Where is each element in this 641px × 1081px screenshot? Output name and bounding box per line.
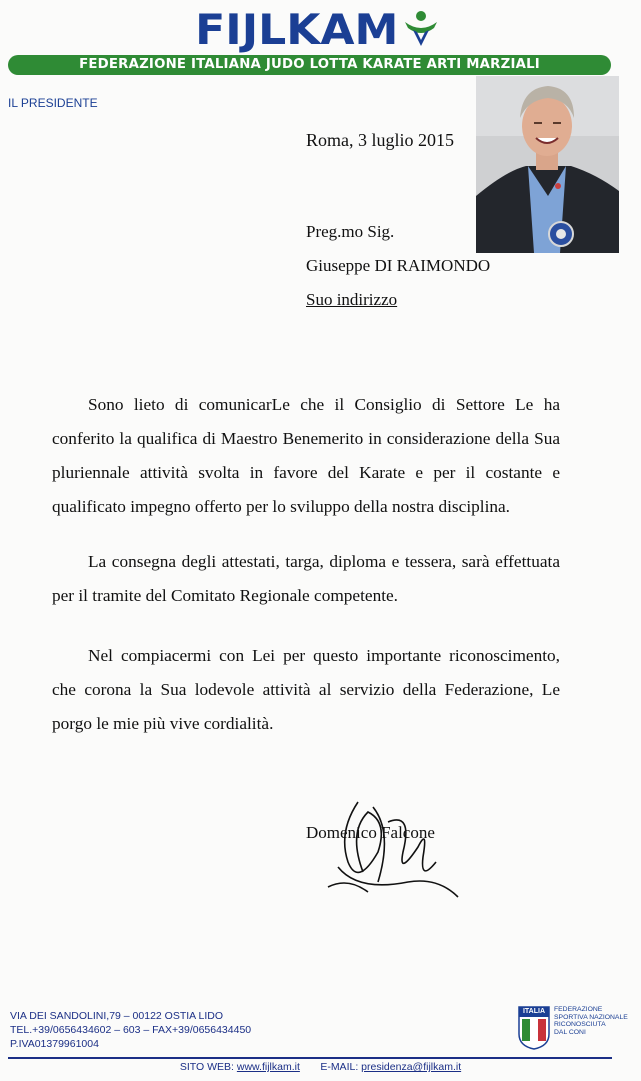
web-label: SITO WEB: xyxy=(179,1061,234,1073)
footer-address: VIA DEI SANDOLINI,79 – 00122 OSTIA LIDO xyxy=(10,1010,224,1022)
handwritten-signature xyxy=(318,792,468,907)
footer-contact xyxy=(10,1009,251,1051)
coni-shield-icon xyxy=(518,1006,550,1055)
footer-vat: P.IVA01379961004 xyxy=(10,1038,99,1050)
recipient-address: Suo indirizzo xyxy=(306,290,398,309)
coni-line: FEDERAZIONE xyxy=(554,1006,603,1013)
salutation: Preg.mo Sig. xyxy=(306,222,395,241)
email-label: E-MAIL: xyxy=(320,1061,359,1073)
logo-figure-icon xyxy=(401,8,441,53)
fijlkam-logo xyxy=(0,5,641,54)
footer-phone: TEL.+39/0656434602 – 603 – FAX+39/0656434450 xyxy=(10,1024,252,1036)
footer-web xyxy=(0,1061,641,1073)
logo-wordmark: FIJLKAM xyxy=(194,5,399,54)
letter-paragraph: La consegna degli attestati, targa, diploma e tessera, sarà effettuata per il tramite del Comitato Regionale competente. xyxy=(52,552,560,605)
federation-banner: FEDERAZIONE ITALIANA JUDO LOTTA KARATE ARTI MARZIALI xyxy=(8,55,611,75)
website-link[interactable]: www.fijlkam.it xyxy=(236,1061,300,1073)
coni-line: DAL CONI xyxy=(554,1028,586,1036)
president-photo xyxy=(476,76,619,253)
coni-badge-label: ITALIA xyxy=(522,1008,546,1015)
letter-date: Roma, 3 luglio 2015 xyxy=(306,130,454,150)
letter-paragraph: Nel compiacermi con Lei per questo importante riconoscimento, che corona la Sua lodevole attività al servizio della Federazione, Le porgo le mie più vive cordialità. xyxy=(52,646,560,733)
letter-paragraph: Sono lieto di comunicarLe che il Consiglio di Settore Le ha conferito la qualifica di Maestro Benemerito in considerazione della Sua pluriennale attività svolta in favore del Karate e per il costante e qualificato impegno offerto per lo sviluppo della nostra disciplina. xyxy=(52,395,560,516)
coni-line: SPORTIVA NAZIONALE xyxy=(554,1013,628,1021)
coni-line: RICONOSCIUTA xyxy=(554,1021,606,1029)
recipient-name: Giuseppe DI RAIMONDO xyxy=(306,256,491,275)
coni-recognition xyxy=(554,1006,634,1036)
footer-divider xyxy=(8,1057,612,1059)
role-label: IL PRESIDENTE xyxy=(8,96,98,110)
email-link[interactable]: presidenza@fijlkam.it xyxy=(361,1061,462,1073)
signer-name: Domenico Falcone xyxy=(306,823,435,842)
